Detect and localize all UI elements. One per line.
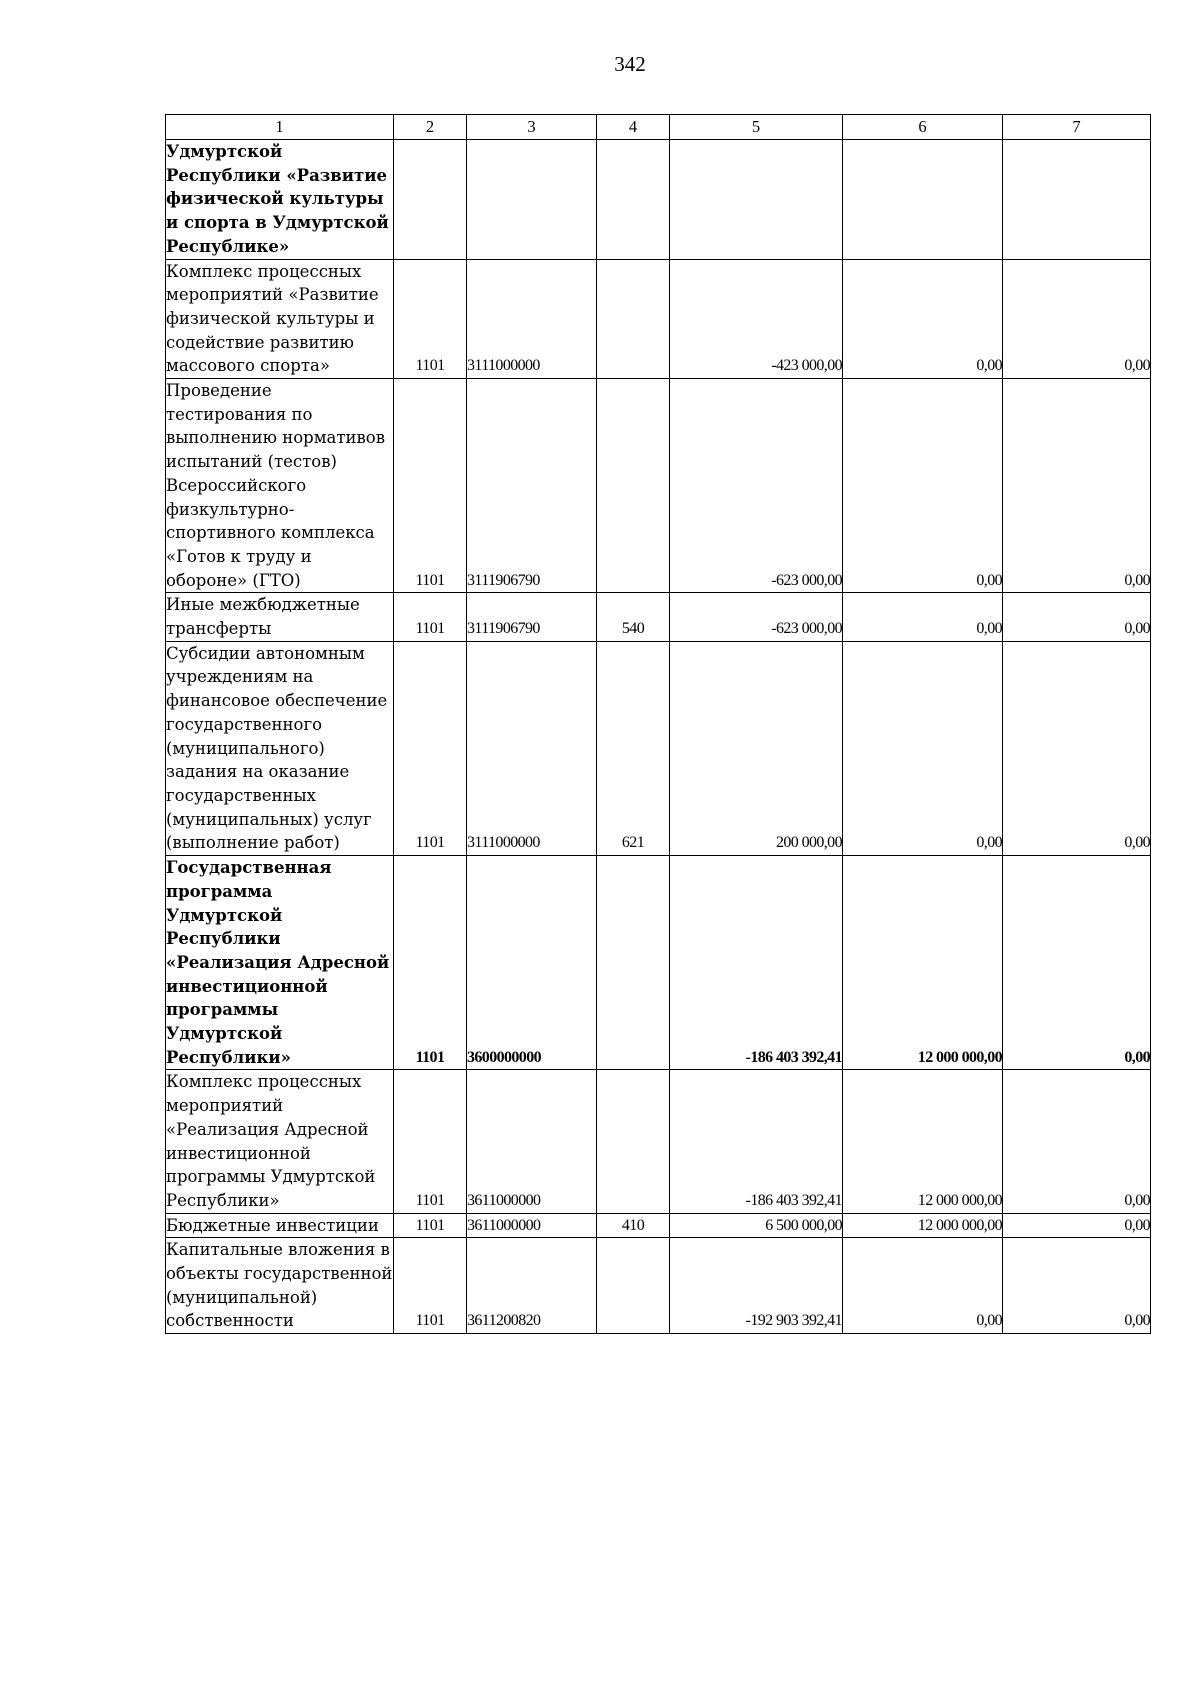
section-code-cell: 1101 (394, 1213, 467, 1238)
amount-col7-cell: 0,00 (1003, 593, 1151, 641)
amount-col7-cell: 0,00 (1003, 1213, 1151, 1238)
table-row (166, 1070, 1151, 1213)
header-col-3: 3 (467, 115, 597, 140)
row-name-cell: Иные межбюджетные трансферты (166, 593, 394, 641)
table-row (166, 1238, 1151, 1334)
amount-col5-cell: -423 000,00 (670, 259, 843, 379)
table-row (166, 593, 1151, 641)
section-code-cell: 1101 (394, 593, 467, 641)
amount-col6-cell: 0,00 (843, 379, 1003, 593)
amount-col6-cell: 12 000 000,00 (843, 1070, 1003, 1213)
row-name-cell: Удмуртской Республики «Развитие физической культуры и спорта в Удмуртской Республике» (166, 140, 394, 260)
amount-col7-cell (1003, 140, 1151, 260)
target-code-cell: 3611000000 (467, 1213, 597, 1238)
expense-type-cell (597, 1238, 670, 1334)
section-code-cell: 1101 (394, 259, 467, 379)
amount-col5-cell: -186 403 392,41 (670, 856, 843, 1070)
amount-col5-cell: 6 500 000,00 (670, 1213, 843, 1238)
budget-table (165, 114, 1151, 1334)
amount-col5-cell: 200 000,00 (670, 641, 843, 855)
table-row (166, 140, 1151, 260)
target-code-cell: 3611000000 (467, 1070, 597, 1213)
header-col-5: 5 (670, 115, 843, 140)
section-code-cell: 1101 (394, 1238, 467, 1334)
amount-col7-cell: 0,00 (1003, 856, 1151, 1070)
header-col-2: 2 (394, 115, 467, 140)
expense-type-cell: 540 (597, 593, 670, 641)
amount-col6-cell: 0,00 (843, 593, 1003, 641)
expense-type-cell (597, 379, 670, 593)
header-row (166, 115, 1151, 140)
expense-type-cell: 621 (597, 641, 670, 855)
header-col-1: 1 (166, 115, 394, 140)
amount-col6-cell: 0,00 (843, 641, 1003, 855)
target-code-cell: 3111000000 (467, 641, 597, 855)
target-code-cell: 3600000000 (467, 856, 597, 1070)
target-code-cell: 3611200820 (467, 1238, 597, 1334)
amount-col7-cell: 0,00 (1003, 259, 1151, 379)
row-name-cell: Капитальные вложения в объекты государственной (муниципальной) собственности (166, 1238, 394, 1334)
row-name-cell: Бюджетные инвестиции (166, 1213, 394, 1238)
amount-col6-cell: 0,00 (843, 259, 1003, 379)
row-name-cell: Государственная программа Удмуртской Республики «Реализация Адресной инвестиционной программы Удмуртской Республики» (166, 856, 394, 1070)
target-code-cell (467, 140, 597, 260)
amount-col5-cell: -192 903 392,41 (670, 1238, 843, 1334)
amount-col6-cell: 12 000 000,00 (843, 1213, 1003, 1238)
table-body (166, 140, 1151, 1334)
amount-col7-cell: 0,00 (1003, 641, 1151, 855)
row-name-cell: Комплекс процессных мероприятий «Развитие физической культуры и содействие развитию массового спорта» (166, 259, 394, 379)
row-name-cell: Проведение тестирования по выполнению нормативов испытаний (тестов) Всероссийского физкультурно-спортивного комплекса «Готов к труду и обороне» (ГТО) (166, 379, 394, 593)
expense-type-cell (597, 140, 670, 260)
section-code-cell: 1101 (394, 1070, 467, 1213)
amount-col7-cell: 0,00 (1003, 1238, 1151, 1334)
expense-type-cell (597, 259, 670, 379)
amount-col5-cell: -623 000,00 (670, 593, 843, 641)
amount-col6-cell: 0,00 (843, 1238, 1003, 1334)
target-code-cell: 3111906790 (467, 593, 597, 641)
expense-type-cell: 410 (597, 1213, 670, 1238)
row-name-cell: Комплекс процессных мероприятий «Реализация Адресной инвестиционной программы Удмуртской Республики» (166, 1070, 394, 1213)
amount-col5-cell: -623 000,00 (670, 379, 843, 593)
amount-col6-cell: 12 000 000,00 (843, 856, 1003, 1070)
expense-type-cell (597, 1070, 670, 1213)
page-number: 342 (614, 52, 646, 76)
amount-col7-cell: 0,00 (1003, 1070, 1151, 1213)
section-code-cell: 1101 (394, 856, 467, 1070)
table-row (166, 641, 1151, 855)
target-code-cell: 3111906790 (467, 379, 597, 593)
amount-col7-cell: 0,00 (1003, 379, 1151, 593)
section-code-cell (394, 140, 467, 260)
table-row (166, 379, 1151, 593)
amount-col5-cell: -186 403 392,41 (670, 1070, 843, 1213)
expense-type-cell (597, 856, 670, 1070)
section-code-cell: 1101 (394, 379, 467, 593)
table-row (166, 259, 1151, 379)
amount-col5-cell (670, 140, 843, 260)
row-name-cell: Субсидии автономным учреждениям на финансовое обеспечение государственного (муниципального) задания на оказание государственных (муниципальных) услуг (выполнение работ) (166, 641, 394, 855)
table-row (166, 1213, 1151, 1238)
target-code-cell: 3111000000 (467, 259, 597, 379)
header-col-4: 4 (597, 115, 670, 140)
header-col-6: 6 (843, 115, 1003, 140)
amount-col6-cell (843, 140, 1003, 260)
table-row (166, 856, 1151, 1070)
section-code-cell: 1101 (394, 641, 467, 855)
header-col-7: 7 (1003, 115, 1151, 140)
